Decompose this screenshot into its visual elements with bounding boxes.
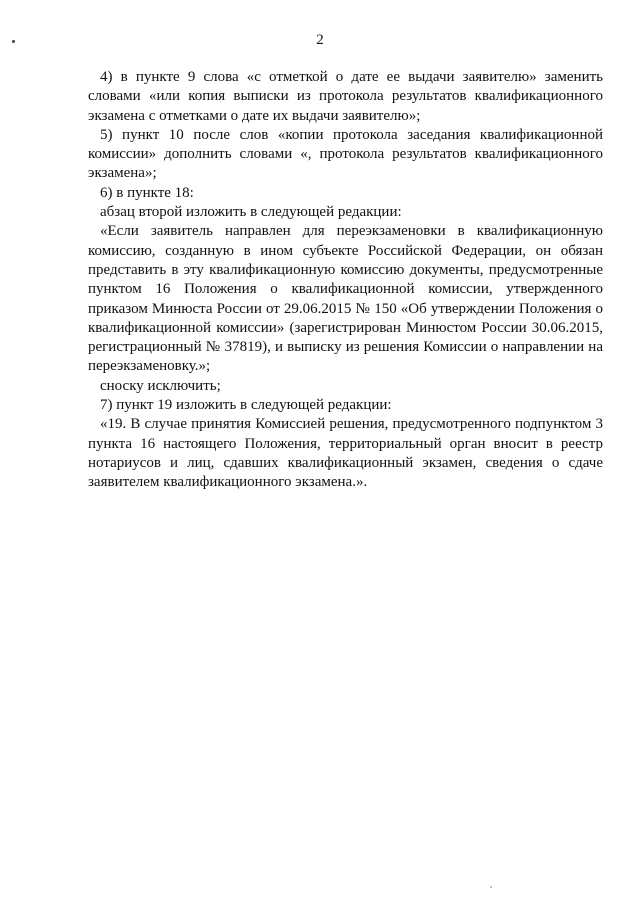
document-body xyxy=(88,68,603,493)
scan-speck xyxy=(490,886,492,888)
paragraph-footnote-remove: сноску исключить; xyxy=(100,377,221,394)
paragraph-item-6: 6) в пункте 18: xyxy=(100,184,194,201)
paragraph-item-5: 5) пункт 10 после слов «копии протокола заседания квалификационной комиссии» дополнить словами «, протокола результатов квалификационного экзамена»; xyxy=(88,126,603,182)
paragraph-abzac-second: абзац второй изложить в следующей редакции: xyxy=(100,204,402,221)
page-number: 2 xyxy=(316,32,324,48)
paragraph-item-4: 4) в пункте 9 слова «с отметкой о дате ее выдачи заявителю» заменить словами «или копия выписки из протокола результатов квалификационного экзамена с отметками о дате их выдачи заявителю»; xyxy=(88,69,603,124)
paragraph-quote-reexam: «Если заявитель направлен для переэкзаменовки в квалификационную комиссию, созданную в ином субъекте Российской Федерации, он обязан представить в эту квалификационную комиссию документы, предусмотренные пунктом 16 Положения о квалификационной комиссии, утвержденного приказом Минюста России от 29.06.2015 № 150 «Об утверждении Положения о квалификационной комиссии» (зарегистрирован Минюстом России 30.06.2015, регистрационный № 37819), и выписку из решения Комиссии о направлении на переэкзаменовку.»; xyxy=(88,223,603,375)
paragraph-item-7: 7) пункт 19 изложить в следующей редакции: xyxy=(100,397,392,414)
paragraph-quote-19: «19. В случае принятия Комиссией решения, предусмотренного подпунктом 3 пункта 16 настоящего Положения, территориальный орган вносит в реестр нотариусов и лиц, сдавших квалификационный экзамен, сведения о сдаче заявителем квалификационного экзамена.». xyxy=(88,416,603,491)
